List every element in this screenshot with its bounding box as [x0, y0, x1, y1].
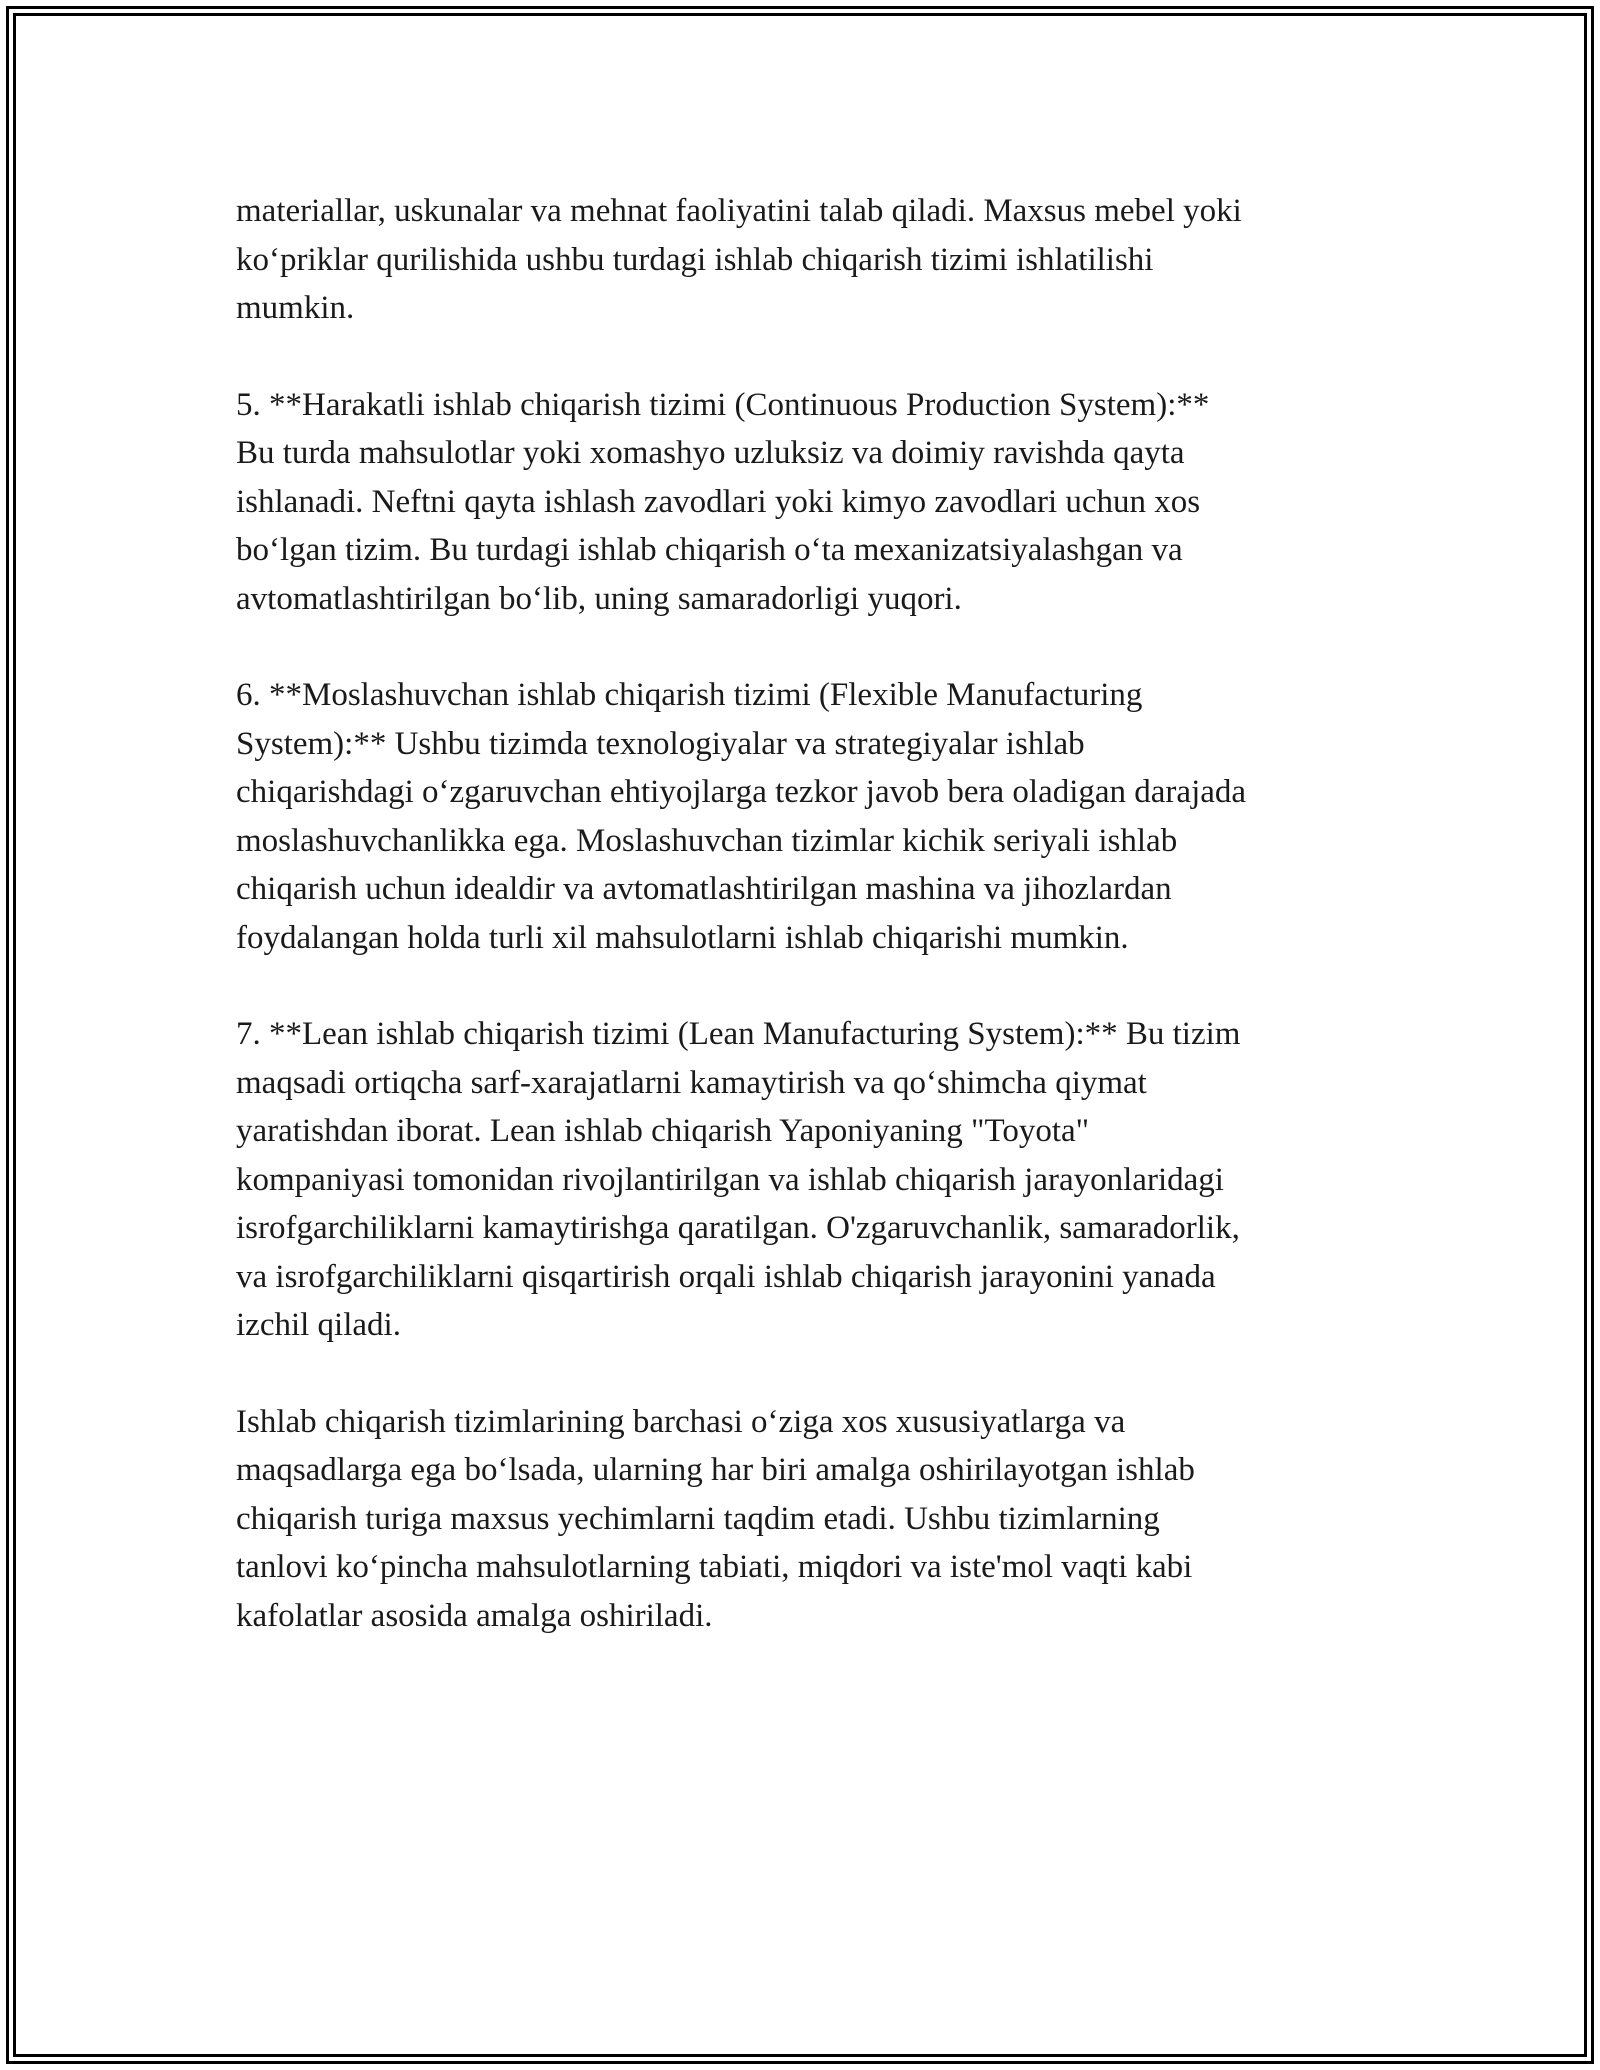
paragraph-lean-manufacturing: 7. **Lean ishlab chiqarish tizimi (Lean Manufacturing System):** Bu tizim maqsadi ortiqcha sarf-xarajatlarni kamaytirish va qo‘shimcha qiymat yaratishdan iborat. Lean ishlab chiqarish Yaponiyaning "Toyota" kompaniyasi tomonidan rivojlantirilgan va ishlab chiqarish jarayonlaridagi isrofgarchiliklarni kamaytirishga qaratilgan. O'zgaruvchanlik, samaradorlik, va isrofgarchiliklarni qisqartirish orqali ishlab chiqarish jarayonini yanada izchil qiladi.	[236, 1016, 1241, 1343]
paragraph-continuation: materiallar, uskunalar va mehnat faoliyatini talab qiladi. Maxsus mebel yoki ko‘priklar qurilishida ushbu turdagi ishlab chiqarish tizimi ishlatilishi mumkin.	[236, 193, 1242, 326]
paragraph-conclusion: Ishlab chiqarish tizimlarining barchasi o‘ziga xos xususiyatlarga va maqsadlarga ega bo‘lsada, ularning har biri amalga oshirilayotgan ishlab chiqarish turiga maxsus yechimlarni taqdim etadi. Ushbu tizimlarning tanlovi ko‘pincha mahsulotlarning tabiati, miqdori va iste'mol vaqti kabi kafolatlar asosida amalga oshiriladi.	[236, 1403, 1195, 1634]
paragraph-continuous-production: 5. **Harakatli ishlab chiqarish tizimi (Continuous Production System):** Bu turda mahsulotlar yoki xomashyo uzluksiz va doimiy ravishda qayta ishlanadi. Neftni qayta ishlash zavodlari yoki kimyo zavodlari uchun xos bo‘lgan tizim. Bu turdagi ishlab chiqarish o‘ta mexanizatsiyalashgan va avtomatlashtirilgan bo‘lib, uning samaradorligi yuqori.	[236, 386, 1210, 617]
paragraph-flexible-manufacturing: 6. **Moslashuvchan ishlab chiqarish tizimi (Flexible Manufacturing System):** Ushbu tizimda texnologiyalar va strategiyalar ishlab chiqarishdagi o‘zgaruvchan ehtiyojlarga tezkor javob bera oladigan darajada moslashuvchanlikka ega. Moslashuvchan tizimlar kichik seriyali ishlab chiqarish uchun idealdir va avtomatlashtirilgan mashina va jihozlardan foydalangan holda turli xil mahsulotlarni ishlab chiqarishi mumkin.	[236, 677, 1247, 956]
document-body	[236, 187, 1366, 1640]
